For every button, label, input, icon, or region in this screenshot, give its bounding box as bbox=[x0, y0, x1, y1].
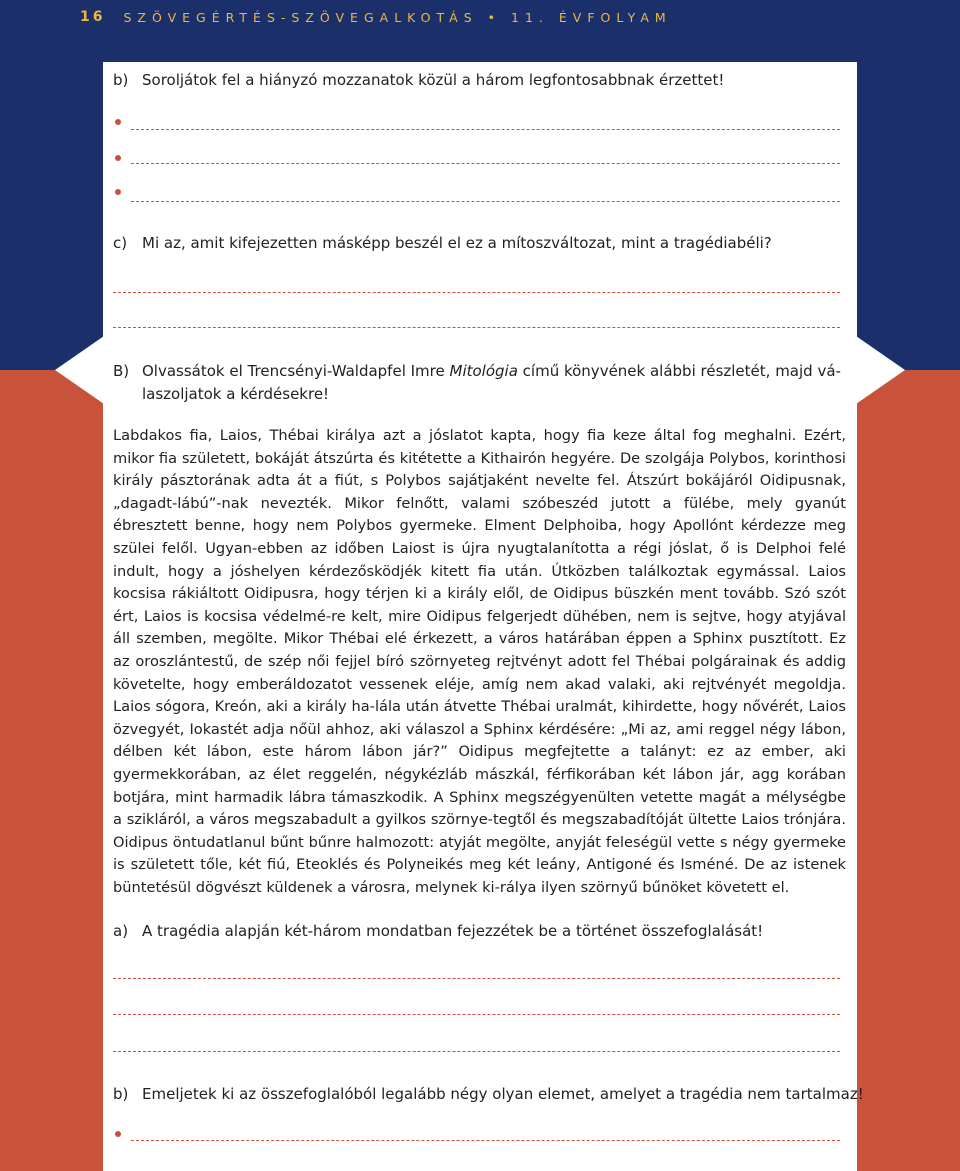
book-title: Mitológia bbox=[449, 362, 518, 380]
bullet-icon bbox=[115, 1131, 121, 1137]
task-c-question bbox=[113, 232, 843, 254]
paper-notch-right bbox=[856, 336, 905, 404]
task-label: b) bbox=[113, 71, 129, 89]
answer-line-c1[interactable] bbox=[113, 292, 840, 293]
task-label: b) bbox=[113, 1085, 129, 1103]
task-b-bottom-question bbox=[113, 1083, 864, 1105]
header-separator-dot: • bbox=[487, 9, 496, 25]
task-b-top-question bbox=[113, 69, 843, 91]
page-number: 16 bbox=[80, 9, 106, 25]
paper-notch-left bbox=[55, 336, 104, 404]
task-text: Mi az, amit kifejezetten másképp beszél el ez a mítoszváltozat, mint a tragédiabéli? bbox=[142, 234, 772, 252]
answer-line-c2[interactable] bbox=[113, 327, 840, 328]
answer-line-3[interactable] bbox=[131, 201, 840, 202]
task-label: c) bbox=[113, 234, 128, 252]
section-text-before: Olvassátok el Trencsényi-Waldapfel Imre bbox=[142, 362, 450, 380]
task-text: Soroljátok fel a hiányzó mozzanatok közül a három legfontosabbnak érzettet! bbox=[142, 71, 725, 89]
task-text: A tragédia alapján két-három mondatban fejezzétek be a történet összefoglalását! bbox=[142, 922, 764, 940]
task-label: a) bbox=[113, 922, 129, 940]
section-label: B) bbox=[113, 362, 130, 380]
answer-line-a1[interactable] bbox=[113, 978, 840, 979]
answer-line-a2[interactable] bbox=[113, 1014, 840, 1015]
header-title: SZÖVEGÉRTÉS-SZÖVEGALKOTÁS bbox=[123, 9, 478, 25]
task-a-bottom-question bbox=[113, 920, 843, 942]
page-header bbox=[0, 0, 960, 34]
header-grade: 11. ÉVFOLYAM bbox=[511, 9, 672, 25]
section-text-line2: laszoljatok a kérdésekre! bbox=[142, 385, 330, 403]
section-text-after: című könyvének alábbi részletét, majd vá- bbox=[517, 362, 841, 380]
answer-line-2[interactable] bbox=[131, 163, 840, 164]
mythology-passage: Labdakos fia, Laios, Thébai királya azt a jóslatot kapta, hogy fia keze által fog meghalni. Ezért, mikor fia született, bokáját átszúrta és kitétette a Kithairón hegyére. De szolgája Polybos, korinthosi király pásztorának adta át a fiút, s Polybos sajátjaként nevelte fel. Átszúrt bokájáról Oidipusnak, „dagadt-lábú”-nak nevezték. Mikor felnőtt, valami szóbeszéd jutott a fülébe, mely gyanút ébresztett benne, hogy nem Polybos gyermeke. Elment Delphoiba, hogy Apollónt kérdezze meg szülei felől. Ugyan-ebben az időben Laiost is újra nyugtalanította a régi jóslat, ő is Delphoi felé indult, hogy a jóshelyen kérdezősködjék kitett fia után. Útközben találkoztak egymással. Laios kocsisa rákiáltott Oidipusra, hogy térjen ki a király elől, de Oidipus büszkén ment tovább. Szó szót ért, Laios is kocsisa védelmé-re kelt, mire Oidipus felgerjedt dühében, nem is sejtve, hogy atyjával áll szemben, megölte. Mikor Thébai elé érkezett, a város határában éppen a Sphinx pusztított. Ez az oroszlántestű, de szép női fejjel bíró szörnyeteg rejtvényt adott fel Thébai polgárainak és addig követelte, hogy emberáldozatot vessenek eléje, amíg nem akad valaki, aki rejtvényét megoldja. Laios sógora, Kreón, aki a király ha-lála után átvette Thébai uralmát, kihirdette, hogy nővérét, Laios özvegyét, Iokastét adja nőül ahhoz, aki válaszol a Sphinx kérdésére: „Mi az, ami reggel négy lábon, délben két lábon, este három lábon jár?” Oidipus megfejtette a talányt: ez az ember, aki gyermekkorában, az élet reggelén, négykézláb mászkál, férfikorában két lábon jár, agg korában botjára, mint harmadik lábra támaszkodik. A Sphinx megszégyenülten vetette magát a mélységbe a szikláról, a város megszabadult a gyilkos szörnye-tegtől és megszabadítóját ültette Laios trónjára. Oidipus öntudatlanul bűnt bűnre halmozott: atyját megölte, anyját feleségül vette s négy gyermeke is született tőle, két fiú, Eteoklés és Polyneikés meg két leány, Antigoné és Isméné. De az istenek büntetésül dögvészt küldenek a városra, melynek ki-rálya ilyen szörnyű bűnöket követett el. bbox=[113, 427, 846, 896]
task-text: Emeljetek ki az összefoglalóból legalább négy olyan elemet, amelyet a tragédia nem tartalmaz! bbox=[142, 1085, 864, 1103]
bullet-icon bbox=[115, 189, 121, 195]
section-b-instruction bbox=[113, 360, 843, 406]
answer-line-a3[interactable] bbox=[113, 1051, 840, 1052]
bullet-icon bbox=[115, 155, 121, 161]
answer-line-b1[interactable] bbox=[131, 1140, 840, 1141]
bullet-icon bbox=[115, 119, 121, 125]
answer-line-1[interactable] bbox=[131, 129, 840, 130]
